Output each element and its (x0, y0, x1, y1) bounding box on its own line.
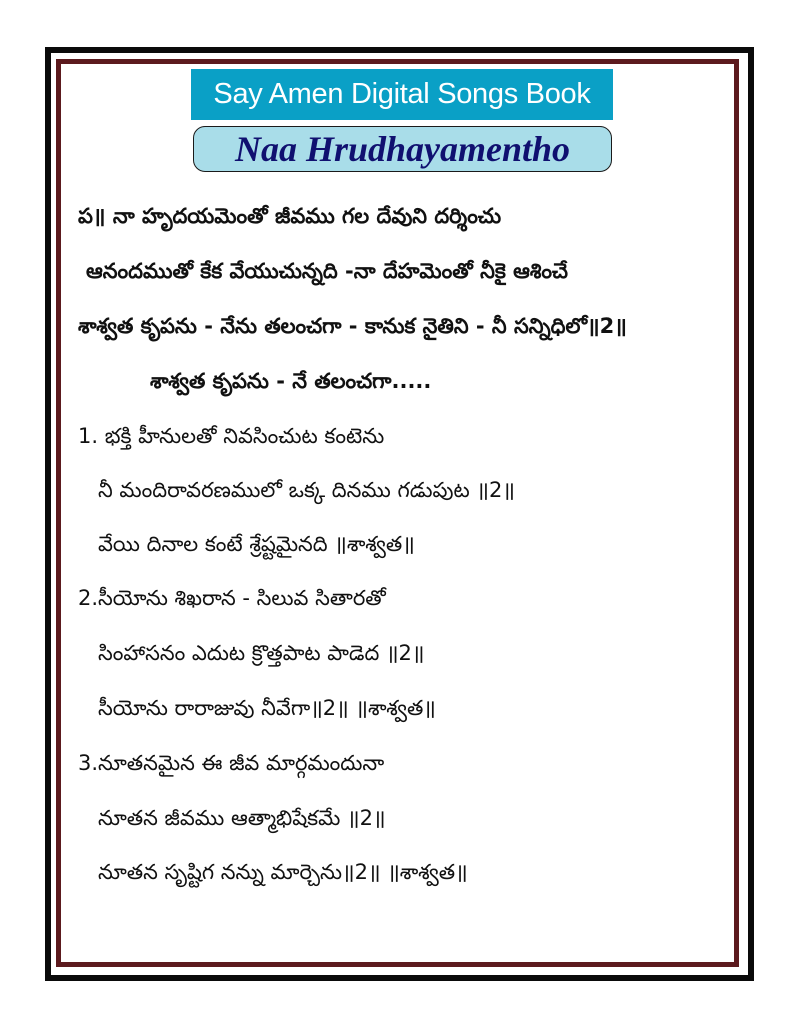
verse-2-line-3: సీయోను రారాజువు నీవేగా॥2॥ ॥శాశ్వత॥ (98, 696, 436, 720)
chorus-line-3: శాశ్వత కృపను - నేను తలంచగా - కానుక నైతిని - నీ సన్నిధిలో॥2॥ (78, 314, 627, 338)
songbook-banner: Say Amen Digital Songs Book (191, 69, 613, 120)
verse-3-line-3: నూతన సృష్టిగ నన్ను మార్చెను॥2॥ ॥శాశ్వత॥ (98, 860, 468, 884)
verse-3-line-2: నూతన జీవము ఆత్మాభిషేకమే ॥2॥ (98, 806, 386, 830)
verse-3-line-1: 3.నూతనమైన ఈ జీవ మార్గమందునా (78, 751, 385, 775)
song-title: Naa Hrudhayamentho (193, 126, 612, 172)
verse-1-line-3: వేయి దినాల కంటే శ్రేష్టమైనది ॥శాశ్వత॥ (98, 532, 415, 556)
verse-2-line-1: 2.సీయోను శిఖరాన - సిలువ సితారతో (78, 586, 386, 610)
verse-2-line-2: సింహాసనం ఎదుట క్రొత్తపాట పాడెద ॥2॥ (98, 641, 425, 665)
chorus-line-4: శాశ్వత కృపను - నే తలంచగా..... (150, 369, 432, 393)
chorus-line-2: ఆనందముతో కేక వేయుచున్నది -నా దేహమెంతో నీకై ఆశించే (86, 259, 569, 283)
verse-1-line-1: 1. భక్తి హీనులతో నివసించుట కంటెను (78, 424, 385, 448)
verse-1-line-2: నీ మందిరావరణములో ఒక్క దినము గడుపుట ॥2॥ (98, 478, 515, 502)
chorus-line-1: ప॥ నా హృదయమెంతో జీవము గల దేవుని దర్శించు (78, 204, 502, 228)
